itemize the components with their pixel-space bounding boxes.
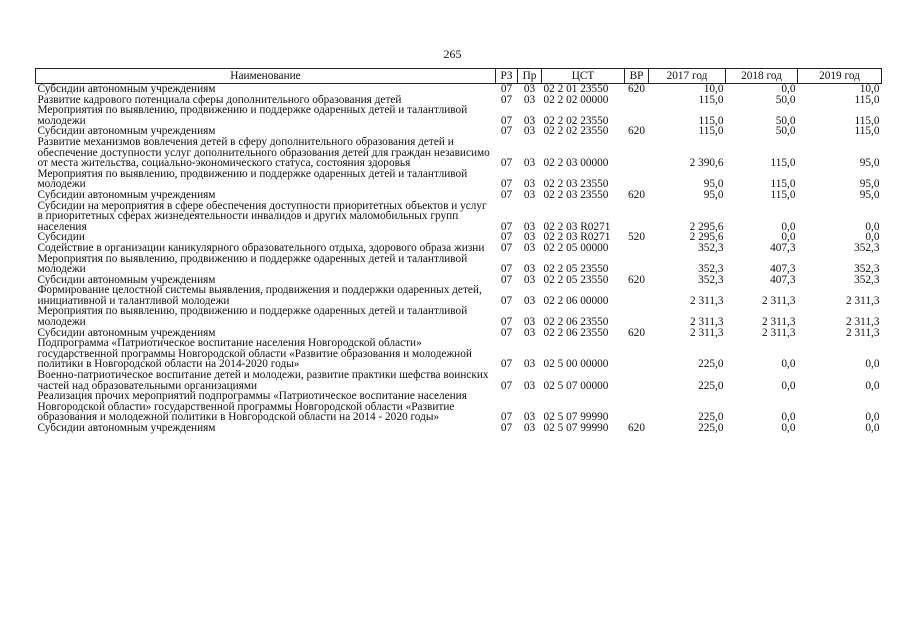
row-vr [625, 95, 649, 106]
row-value-2018: 0,0 [781, 83, 796, 95]
table-row [36, 243, 882, 254]
header-vr: ВР [625, 69, 649, 84]
row-value-2018: 0,0 [781, 358, 796, 371]
row-pr: 03 [523, 231, 536, 244]
row-name: Мероприятия по выявлению, продвижению и поддержке одаренных детей и талантливой молодежи [37, 104, 468, 127]
row-cst: 02 2 05 23550 [543, 273, 609, 286]
row-name: Подпрограмма «Патриотическое воспитание населения Новгородской области» государственной программы Новгородской области «Развитие образования и молодежной политики в Новгородской области на 2014-2020 годы» [37, 337, 472, 371]
row-pr: 03 [523, 83, 536, 95]
row-name: Субсидии автономным учреждениям [37, 273, 216, 286]
row-cst: 02 2 03 23550 [543, 188, 609, 201]
row-pr: 03 [523, 114, 536, 127]
row-rz: 07 [500, 125, 513, 138]
row-value-2018: 2 311,3 [762, 326, 796, 339]
row-pr: 03 [523, 294, 536, 307]
row-value-2017: 352,3 [698, 273, 724, 286]
table-row [36, 105, 882, 126]
row-name: Субсидии автономным учреждениям [37, 188, 216, 201]
row-value-2019: 95,0 [859, 188, 880, 201]
table-row [36, 84, 882, 95]
row-value-2019: 352,3 [854, 273, 880, 286]
row-name: Субсидии [37, 231, 85, 244]
row-vr [625, 201, 649, 233]
row-pr: 03 [523, 178, 536, 191]
row-name: Развитие механизмов вовлечения детей в сферу дополнительного образования детей и обеспечение доступности услуг дополнительного образования детей для граждан независимо от места жительства, социально-экономического статуса, состояния здоровья [37, 135, 490, 170]
row-cst: 02 5 07 99990 [543, 422, 609, 434]
row-cst: 02 2 03 00000 [543, 157, 609, 170]
row-cst: 02 5 07 00000 [543, 379, 609, 392]
row-value-2017: 95,0 [703, 178, 724, 191]
row-vr [625, 391, 649, 423]
row-value-2018: 407,3 [770, 273, 796, 286]
row-rz: 07 [500, 178, 513, 191]
header-pr: Пр [518, 69, 542, 84]
row-value-2018: 0,0 [781, 422, 796, 434]
table-row [36, 169, 882, 190]
row-rz: 07 [500, 241, 513, 254]
row-pr: 03 [523, 273, 536, 286]
row-pr: 03 [523, 326, 536, 339]
row-value-2018: 50,0 [775, 93, 796, 106]
row-name: Реализация прочих мероприятий подпрограммы «Патриотическое воспитание населения Новгородской области» государственной программы Новгородской области «Развитие образования и молодежной политики в Новгородской области на 2014 - 2020 годы» [37, 390, 467, 424]
row-value-2017: 115,0 [698, 114, 724, 127]
row-rz: 07 [500, 231, 513, 244]
row-pr: 03 [523, 358, 536, 371]
row-cst: 02 2 06 23550 [543, 316, 609, 329]
table-row [36, 423, 882, 434]
row-value-2019: 0,0 [865, 411, 880, 424]
row-vr: 620 [628, 326, 645, 339]
row-cst: 02 2 02 23550 [543, 125, 609, 138]
row-name: Субсидии автономным учреждениям [37, 83, 216, 95]
row-value-2019: 2 311,3 [846, 326, 880, 339]
row-name: Мероприятия по выявлению, продвижению и поддержке одаренных детей и талантливой молодежи [37, 167, 468, 191]
row-rz: 07 [500, 326, 513, 339]
row-vr [625, 306, 649, 327]
row-cst: 02 2 02 23550 [543, 114, 609, 127]
row-value-2019: 95,0 [859, 178, 880, 191]
row-pr: 03 [523, 263, 536, 276]
row-vr: 620 [628, 188, 645, 201]
row-value-2017: 95,0 [703, 188, 724, 201]
row-rz: 07 [500, 411, 513, 424]
table-body [36, 84, 882, 434]
row-value-2017: 225,0 [698, 411, 724, 424]
page-number: 265 [443, 47, 462, 61]
row-value-2017: 2 295,6 [689, 220, 724, 233]
row-value-2019: 0,0 [865, 231, 880, 244]
row-value-2017: 352,3 [698, 263, 724, 276]
row-value-2018: 50,0 [775, 114, 796, 127]
row-value-2019: 352,3 [854, 263, 880, 276]
table-row [36, 306, 882, 327]
row-value-2019: 115,0 [854, 114, 880, 127]
row-value-2018: 115,0 [770, 178, 796, 191]
row-vr [625, 105, 649, 126]
row-name: Содействие в организации каникулярного образовательного отдыха, здорового образа жизни [37, 241, 485, 254]
table-row [36, 391, 882, 423]
row-cst: 02 2 05 00000 [543, 241, 609, 254]
row-name: Формирование целостной системы выявления, продвижения и поддержки одаренных детей, инициативной и талантливой молодежи [37, 284, 482, 307]
row-vr [625, 243, 649, 254]
row-pr: 03 [523, 422, 536, 434]
table-row [36, 285, 882, 306]
row-value-2018: 2 311,3 [762, 294, 796, 307]
header-2017: 2017 год [649, 69, 726, 84]
row-cst: 02 2 02 00000 [543, 93, 609, 106]
row-vr [625, 285, 649, 306]
table-row [36, 190, 882, 201]
row-pr: 03 [523, 379, 536, 392]
row-value-2018: 115,0 [770, 188, 796, 201]
row-pr: 03 [523, 220, 536, 233]
row-value-2018: 50,0 [775, 125, 796, 138]
row-rz: 07 [500, 220, 513, 233]
table-row [36, 370, 882, 391]
row-rz: 07 [500, 422, 513, 434]
row-rz: 07 [500, 157, 513, 170]
row-rz: 07 [500, 93, 513, 106]
row-value-2019: 0,0 [865, 379, 880, 392]
row-value-2019: 10,0 [859, 83, 880, 95]
row-value-2017: 2 390,6 [689, 157, 724, 170]
row-value-2017: 2 311,3 [690, 316, 724, 329]
header-name: Наименование [36, 69, 496, 84]
header-cst: ЦСТ [542, 69, 625, 84]
header-row [36, 69, 882, 84]
row-rz: 07 [500, 358, 513, 371]
row-value-2019: 115,0 [854, 93, 880, 106]
row-value-2019: 2 311,3 [846, 294, 880, 307]
row-cst: 02 5 07 99990 [543, 411, 609, 424]
row-pr: 03 [523, 241, 536, 254]
row-rz: 07 [500, 83, 513, 95]
row-rz: 07 [500, 188, 513, 201]
row-name: Мероприятия по выявлению, продвижению и поддержке одаренных детей и талантливой молодежи [37, 305, 468, 329]
row-value-2017: 352,3 [698, 241, 724, 254]
row-value-2017: 10,0 [703, 83, 724, 95]
row-rz: 07 [500, 114, 513, 127]
row-rz: 07 [500, 316, 513, 329]
row-value-2018: 0,0 [781, 220, 796, 233]
header-2019: 2019 год [798, 69, 882, 84]
row-value-2019: 0,0 [865, 220, 880, 233]
row-cst: 02 2 03 R0271 [543, 231, 611, 244]
row-vr: 620 [628, 422, 645, 434]
row-rz: 07 [500, 294, 513, 307]
row-cst: 02 2 06 00000 [543, 294, 609, 307]
row-pr: 03 [523, 157, 536, 170]
row-value-2018: 407,3 [770, 263, 796, 276]
table-row [36, 254, 882, 275]
row-value-2017: 115,0 [698, 93, 724, 106]
header-2018: 2018 год [726, 69, 798, 84]
row-vr [625, 137, 649, 169]
row-name: Субсидии автономным учреждениям [37, 326, 216, 339]
row-cst: 02 2 05 23550 [543, 263, 609, 276]
row-vr: 620 [628, 83, 645, 95]
row-name: Мероприятия по выявлению, продвижению и поддержке одаренных детей и талантливой молодежи [37, 252, 468, 276]
row-name: Субсидии автономным учреждениям [37, 125, 216, 138]
table-row [36, 137, 882, 169]
table-row [36, 338, 882, 370]
row-vr [625, 370, 649, 391]
row-pr: 03 [523, 411, 536, 424]
row-pr: 03 [523, 93, 536, 106]
row-cst: 02 2 06 23550 [543, 326, 609, 339]
row-value-2018: 0,0 [781, 411, 796, 424]
row-value-2017: 225,0 [698, 422, 724, 434]
row-pr: 03 [523, 316, 536, 329]
row-rz: 07 [500, 379, 513, 392]
row-vr: 620 [628, 273, 645, 286]
row-value-2019: 0,0 [865, 422, 880, 434]
row-name: Военно-патриотическое воспитание детей и молодежи, развитие практики шефства воинских частей над образовательными организациями [37, 369, 489, 392]
row-value-2019: 352,3 [854, 241, 880, 254]
row-rz: 07 [500, 263, 513, 276]
row-value-2019: 115,0 [854, 125, 880, 138]
row-cst: 02 5 00 00000 [543, 358, 609, 371]
row-value-2019: 0,0 [865, 358, 880, 371]
row-value-2018: 0,0 [781, 231, 796, 244]
row-value-2019: 2 311,3 [846, 316, 880, 329]
row-pr: 03 [523, 188, 536, 201]
row-vr: 520 [628, 231, 645, 244]
row-vr: 620 [628, 125, 645, 138]
row-value-2018: 115,0 [770, 157, 796, 170]
budget-table [35, 68, 882, 434]
row-cst: 02 2 03 23550 [543, 178, 609, 191]
row-name: Субсидии на мероприятия в сфере обеспечения доступности приоритетных объектов и услуг в приоритетных сферах жизнедеятельности инвалидов и других маломобильных групп населения [37, 199, 487, 233]
row-vr [625, 254, 649, 275]
row-cst: 02 2 01 23550 [543, 83, 609, 95]
header-rz: РЗ [496, 69, 518, 84]
row-value-2017: 2 311,3 [690, 294, 724, 307]
row-value-2018: 2 311,3 [762, 316, 796, 329]
row-value-2017: 2 311,3 [690, 326, 724, 339]
row-rz: 07 [500, 273, 513, 286]
row-value-2019: 95,0 [859, 157, 880, 170]
row-name: Развитие кадрового потенциала сферы дополнительного образования детей [37, 93, 402, 106]
row-value-2018: 407,3 [770, 241, 796, 254]
row-value-2018: 0,0 [781, 379, 796, 392]
row-value-2017: 2 295,6 [689, 231, 724, 244]
row-value-2017: 225,0 [698, 358, 724, 371]
row-value-2017: 115,0 [698, 125, 724, 138]
row-pr: 03 [523, 125, 536, 138]
table-row [36, 201, 882, 233]
row-vr [625, 169, 649, 190]
row-vr [625, 338, 649, 370]
row-cst: 02 2 03 R0271 [543, 220, 611, 233]
row-name: Субсидии автономным учреждениям [37, 422, 216, 434]
row-value-2017: 225,0 [698, 379, 724, 392]
